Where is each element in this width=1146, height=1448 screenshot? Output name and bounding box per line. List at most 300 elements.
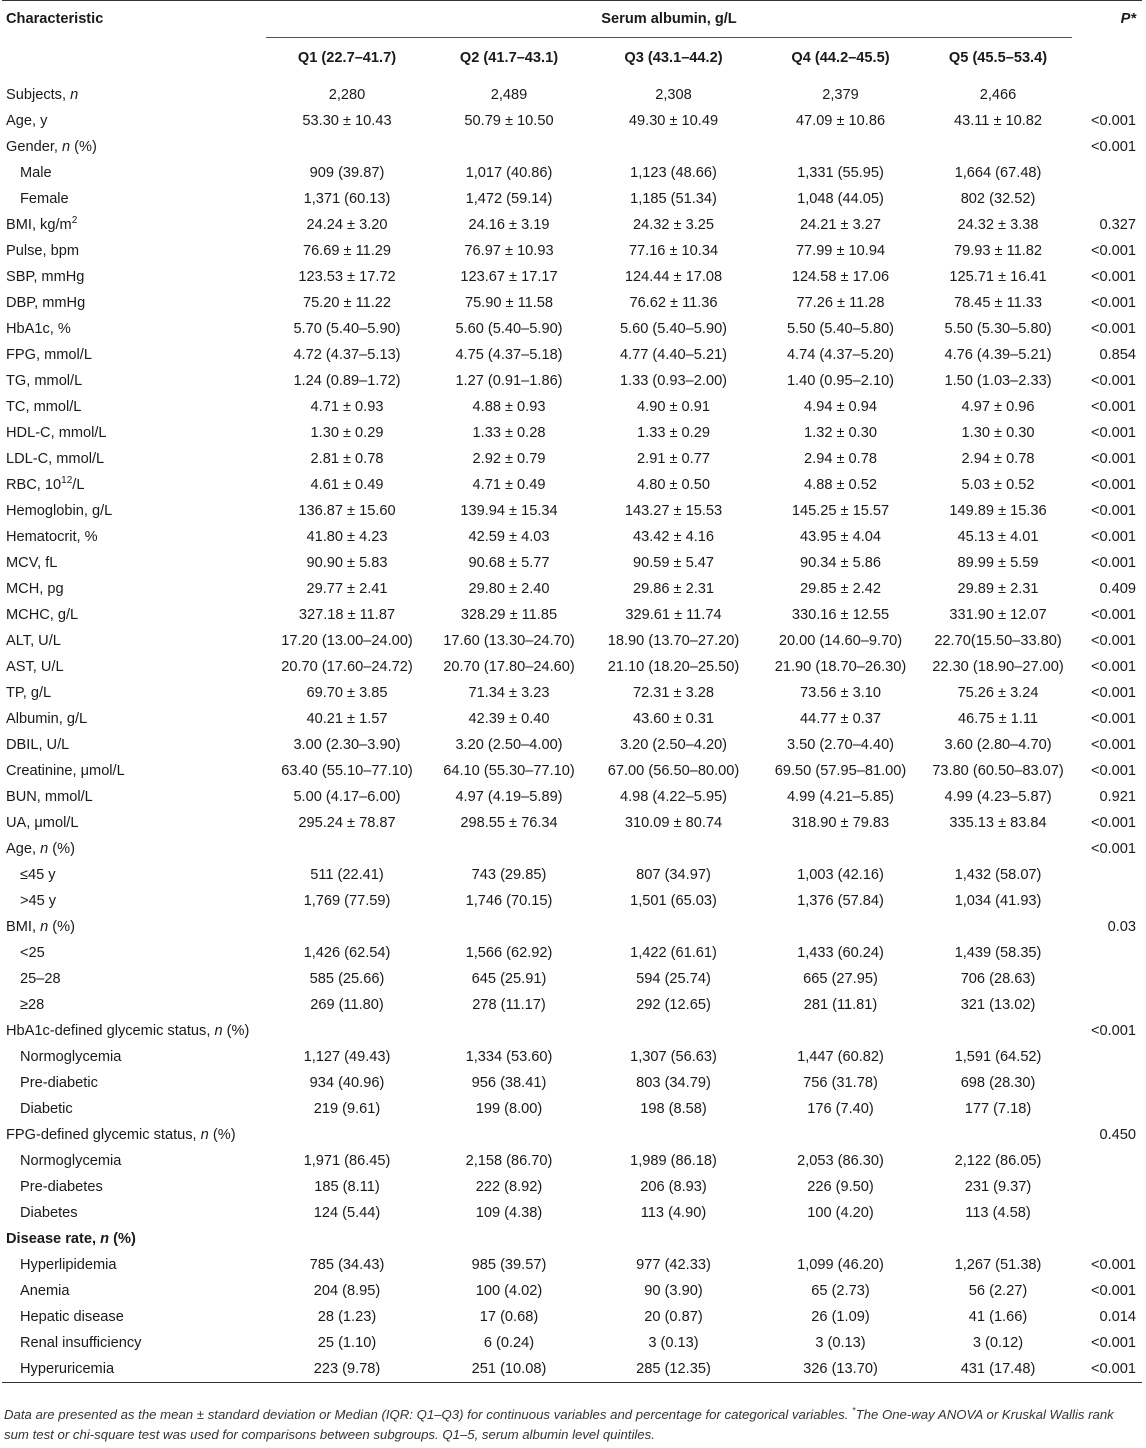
cell-q3: 285 (12.35)	[590, 1356, 757, 1383]
row-label-text: UA, μmol/L	[6, 815, 79, 831]
cell-q4: 1,331 (55.95)	[797, 165, 884, 181]
row-label	[2, 862, 266, 888]
cell-q4: 176 (7.40)	[807, 1101, 874, 1117]
cell-q2: 2,158 (86.70)	[465, 1153, 553, 1169]
row-label	[2, 810, 266, 836]
cell-q4: 145.25 ± 15.57	[791, 503, 890, 519]
row-label	[2, 628, 266, 654]
header-row-top	[2, 1, 1142, 39]
cell-q5: 149.89 ± 15.36	[949, 503, 1047, 519]
cell-q3: 43.42 ± 4.16	[632, 529, 715, 545]
cell-q4: 1.32 ± 0.30	[804, 425, 877, 441]
row-label-text: RBC, 10	[6, 477, 62, 493]
row-label-text: ALT, U/L	[6, 633, 61, 649]
cell-q3: 1,185 (51.34)	[630, 191, 717, 207]
cell-q3: 90.59 ± 5.47	[632, 555, 715, 571]
row-label	[2, 108, 266, 134]
cell-q5: 46.75 ± 1.11	[958, 711, 1038, 727]
quintile-header-q3: Q3 (43.1–44.2)	[624, 50, 723, 66]
table-row	[2, 264, 1142, 290]
cell-q3: 1.33 ± 0.29	[637, 425, 710, 441]
cell-q2	[428, 836, 590, 862]
cell-q2: 123.67 ± 17.17	[460, 269, 558, 285]
cell-q5: 335.13 ± 83.84	[949, 815, 1047, 831]
cell-q2: 222 (8.92)	[475, 1179, 543, 1195]
cell-q4: 4.88 ± 0.52	[804, 477, 877, 493]
cell-q2: 2,489	[490, 87, 528, 103]
row-label-text: DBIL, U/L	[6, 737, 70, 753]
row-label	[2, 992, 266, 1018]
cell-q5: 802 (32.52)	[960, 191, 1036, 207]
table-row	[2, 758, 1142, 784]
cell-q1: 29.77 ± 2.41	[306, 581, 388, 597]
table-row	[2, 420, 1142, 446]
cell-q5: 321 (13.02)	[960, 997, 1036, 1013]
cell-q1: 123.53 ± 17.72	[298, 269, 396, 285]
cell-q5: 24.32 ± 3.38	[957, 217, 1039, 233]
table-row	[2, 1174, 1142, 1200]
row-label	[2, 316, 266, 342]
row-label	[2, 888, 266, 914]
row-label-text: Male	[20, 165, 52, 181]
cell-p-value: <0.001	[1090, 399, 1137, 415]
cell-q5: 698 (28.30)	[960, 1075, 1036, 1091]
cell-q3: 329.61 ± 11.74	[625, 607, 722, 623]
cell-q5: 3.60 (2.80–4.70)	[944, 737, 1052, 753]
cell-q2: 1,017 (40.86)	[465, 165, 553, 181]
table-row	[2, 602, 1142, 628]
cell-q2: 4.71 ± 0.49	[472, 477, 546, 493]
cell-q2: 1,472 (59.14)	[465, 191, 553, 207]
cell-q5: 56 (2.27)	[968, 1283, 1028, 1299]
table-row	[2, 524, 1142, 550]
row-label-italic: n	[100, 1231, 110, 1247]
cell-q4: 26 (1.09)	[811, 1309, 870, 1325]
cell-q5: 2,466	[979, 87, 1017, 103]
cell-q5: 4.76 (4.39–5.21)	[944, 347, 1052, 363]
cell-q2: 278 (11.17)	[472, 997, 546, 1013]
cell-q1: 585 (25.66)	[309, 971, 385, 987]
table-row	[2, 1278, 1142, 1304]
cell-p-value: 0.014	[1099, 1309, 1137, 1325]
row-label-text: Gender,	[6, 139, 62, 155]
row-label-italic: n	[61, 139, 71, 155]
cell-q5: 1,034 (41.93)	[954, 893, 1042, 909]
quintile-header-q4: Q4 (44.2–45.5)	[791, 50, 890, 66]
row-label	[2, 1070, 266, 1096]
cell-q5: 1.50 (1.03–2.33)	[944, 373, 1052, 389]
quintile-header-q5: Q5 (45.5–53.4)	[948, 50, 1048, 66]
table-row	[2, 316, 1142, 342]
cell-q3: 21.10 (18.20–25.50)	[607, 659, 740, 675]
row-label-text: HbA1c, %	[6, 321, 71, 337]
table-row	[2, 1070, 1142, 1096]
cell-q2: 90.68 ± 5.77	[468, 555, 550, 571]
cell-q2: 985 (39.57)	[471, 1257, 547, 1273]
cell-p-value: <0.001	[1090, 139, 1137, 155]
cell-q3: 594 (25.74)	[636, 971, 711, 987]
cell-q2: 76.97 ± 10.93	[464, 243, 554, 259]
table-row	[2, 888, 1142, 914]
cell-q5: 3 (0.12)	[972, 1335, 1024, 1351]
cell-q4: 4.94 ± 0.94	[804, 399, 877, 415]
row-label-italic: n	[70, 87, 79, 103]
cell-q1: 2,280	[328, 87, 366, 103]
cell-p-value: <0.001	[1090, 321, 1137, 337]
cell-q1	[266, 1018, 428, 1044]
cell-q2: 139.94 ± 15.34	[460, 503, 558, 519]
row-label	[2, 290, 266, 316]
table-row	[2, 368, 1142, 394]
cell-q2	[428, 1226, 590, 1252]
cell-q1	[266, 914, 428, 940]
cell-q1: 124 (5.44)	[313, 1205, 381, 1221]
cell-p-value: <0.001	[1090, 503, 1137, 519]
cell-q3	[590, 914, 757, 940]
cell-q1: 90.90 ± 5.83	[306, 555, 388, 571]
table-row	[2, 212, 1142, 238]
cell-p-value: 0.854	[1099, 347, 1137, 363]
table-row	[2, 472, 1142, 498]
cell-q3: 803 (34.79)	[636, 1075, 711, 1091]
cell-q2: 328.29 ± 11.85	[460, 607, 558, 623]
row-label-text: >45 y	[20, 893, 57, 909]
table-row	[2, 82, 1142, 108]
cell-q3: 4.77 (4.40–5.21)	[619, 347, 728, 363]
cell-q1: 204 (8.95)	[313, 1283, 381, 1299]
cell-q3: 90 (3.90)	[644, 1283, 703, 1299]
cell-q5	[924, 1018, 1072, 1044]
row-label	[2, 1174, 266, 1200]
row-label-text: Hematocrit, %	[6, 529, 98, 545]
footnote-part2: The One-way ANOVA or Kruskal Wallis rank sum test or chi-square test was used for comparisons between subgroups. Q1–5, serum albumin level quintiles.	[4, 1407, 1114, 1442]
cell-q5: 22.30 (18.90–27.00)	[932, 659, 1064, 675]
row-label-text: HDL-C, mmol/L	[6, 425, 107, 441]
cell-q3: 2,308	[655, 87, 692, 103]
cell-q2: 17.60 (13.30–24.70)	[443, 633, 575, 649]
cell-q5	[924, 134, 1072, 160]
cell-q1: 4.71 ± 0.93	[310, 399, 384, 415]
cell-q4: 2,379	[822, 87, 859, 103]
row-label-text: Creatinine, μmol/L	[6, 763, 125, 779]
cell-q2: 64.10 (55.30–77.10)	[443, 763, 575, 779]
cell-q5: 1.30 ± 0.30	[961, 425, 1035, 441]
table-row	[2, 160, 1142, 186]
cell-q1: 5.00 (4.17–6.00)	[293, 789, 401, 805]
row-label	[2, 1096, 266, 1122]
cell-p-value: <0.001	[1090, 711, 1137, 727]
table-row	[2, 784, 1142, 810]
cell-q5	[924, 1122, 1072, 1148]
row-label	[2, 524, 266, 550]
row-label	[2, 212, 266, 238]
cell-q3: 76.62 ± 11.36	[629, 295, 718, 311]
row-label-text: Hyperuricemia	[20, 1361, 115, 1377]
cell-q1	[266, 836, 428, 862]
cell-q5: 113 (4.58)	[965, 1205, 1031, 1221]
cell-p-value: <0.001	[1090, 529, 1137, 545]
cell-q1: 1.24 (0.89–1.72)	[293, 373, 401, 389]
row-label-text: FPG-defined glycemic status,	[6, 1127, 201, 1143]
cell-q3: 1,123 (48.66)	[630, 165, 717, 181]
row-label-text: Pulse, bpm	[6, 243, 80, 259]
cell-p-value	[1072, 160, 1142, 186]
cell-q2: 100 (4.02)	[475, 1283, 543, 1299]
cell-q1: 2.81 ± 0.78	[310, 451, 384, 467]
cell-q5: 5.03 ± 0.52	[961, 477, 1035, 493]
cell-q5: 22.70(15.50–33.80)	[934, 633, 1062, 649]
cell-q5: 29.89 ± 2.31	[957, 581, 1039, 597]
row-label	[2, 446, 266, 472]
cell-q1	[266, 1122, 428, 1148]
cell-q3: 977 (42.33)	[636, 1257, 711, 1273]
cell-q4: 4.99 (4.21–5.85)	[786, 789, 895, 805]
cell-p-value: <0.001	[1090, 815, 1137, 831]
cell-q1: 17.20 (13.00–24.00)	[281, 633, 413, 649]
cell-q5: 5.50 (5.30–5.80)	[944, 321, 1052, 337]
row-label-superscript: 12	[61, 475, 73, 487]
cell-q5	[924, 836, 1072, 862]
cell-q1: 76.69 ± 11.29	[302, 243, 392, 259]
table-row	[2, 810, 1142, 836]
cell-p-value: <0.001	[1090, 1023, 1137, 1039]
row-label	[2, 134, 266, 160]
cell-q4: 330.16 ± 12.55	[791, 607, 890, 623]
row-label	[2, 420, 266, 446]
row-label-text: Normoglycemia	[20, 1049, 122, 1065]
cell-q4: 1,447 (60.82)	[797, 1049, 884, 1065]
cell-q3	[590, 1122, 757, 1148]
table-row	[2, 966, 1142, 992]
cell-q1: 1,426 (62.54)	[303, 945, 391, 961]
table-row	[2, 186, 1142, 212]
row-label	[2, 264, 266, 290]
table-row	[2, 342, 1142, 368]
row-label-text: MCV, fL	[6, 555, 58, 571]
table-row	[2, 862, 1142, 888]
row-label-text: Pre-diabetes	[20, 1179, 103, 1195]
row-label-text: SBP, mmHg	[6, 269, 85, 285]
cell-q1: 5.70 (5.40–5.90)	[293, 321, 401, 337]
row-label-text: BMI,	[6, 919, 41, 935]
table-row	[2, 1096, 1142, 1122]
cell-q1: 219 (9.61)	[313, 1101, 381, 1117]
cell-q3: 124.44 ± 17.08	[624, 269, 723, 285]
table-row	[2, 290, 1142, 316]
cell-q1: 327.18 ± 11.87	[298, 607, 396, 623]
cell-q2: 42.59 ± 4.03	[468, 529, 550, 545]
row-label-superscript: 2	[71, 215, 78, 227]
row-label	[2, 550, 266, 576]
row-label-suffix: /L	[72, 477, 85, 493]
cell-q1: 785 (34.43)	[309, 1257, 385, 1273]
row-label-text: Anemia	[20, 1283, 70, 1299]
row-label	[2, 706, 266, 732]
row-label-text: Disease rate,	[6, 1231, 101, 1247]
row-label	[2, 1200, 266, 1226]
row-label-text: BUN, mmol/L	[6, 789, 93, 805]
row-label	[2, 82, 266, 108]
row-label-suffix: (%)	[48, 841, 75, 857]
cell-q4: 21.90 (18.70–26.30)	[774, 659, 907, 675]
cell-q4: 47.09 ± 10.86	[795, 113, 886, 129]
row-label	[2, 940, 266, 966]
cell-q5: 331.90 ± 12.07	[949, 607, 1047, 623]
row-label-text: Albumin, g/L	[6, 711, 88, 727]
row-label	[2, 238, 266, 264]
row-label	[2, 1304, 266, 1330]
cell-q5	[924, 1226, 1072, 1252]
cell-q3	[590, 1226, 757, 1252]
cell-q4: 3 (0.13)	[815, 1335, 866, 1351]
cell-q2: 1.33 ± 0.28	[472, 425, 546, 441]
cell-p-value: <0.001	[1090, 1283, 1137, 1299]
row-label	[2, 680, 266, 706]
row-label	[2, 1226, 266, 1252]
cell-q3: 5.60 (5.40–5.90)	[619, 321, 728, 337]
cell-q4: 20.00 (14.60–9.70)	[778, 633, 903, 649]
cell-q1: 1.30 ± 0.29	[310, 425, 384, 441]
cell-q1: 3.00 (2.30–3.90)	[293, 737, 401, 753]
row-label-text: Renal insufficiency	[20, 1335, 142, 1351]
cell-q1: 75.20 ± 11.22	[302, 295, 392, 311]
cell-q3: 29.86 ± 2.31	[632, 581, 715, 597]
cell-p-value: <0.001	[1090, 685, 1137, 701]
cell-q3	[590, 1018, 757, 1044]
footnote-star: *	[852, 1405, 856, 1416]
row-label-italic: n	[200, 1127, 209, 1143]
cell-q4	[757, 134, 924, 160]
cell-q5: 125.71 ± 16.41	[949, 269, 1047, 285]
cell-q4: 65 (2.73)	[811, 1283, 870, 1299]
p-value-header: P*	[1120, 11, 1137, 27]
cell-q3: 24.32 ± 3.25	[632, 217, 715, 233]
cell-q4: 73.56 ± 3.10	[799, 685, 882, 701]
cell-q2: 75.90 ± 11.58	[464, 295, 554, 311]
row-label-text: Normoglycemia	[20, 1153, 122, 1169]
table-row	[2, 1356, 1142, 1383]
cell-q5: 4.99 (4.23–5.87)	[944, 789, 1052, 805]
cell-p-value	[1072, 1096, 1142, 1122]
cell-q4: 756 (31.78)	[803, 1075, 878, 1091]
row-label-text: Hepatic disease	[20, 1309, 124, 1325]
cell-q1: 1,127 (49.43)	[303, 1049, 391, 1065]
cell-q2	[428, 914, 590, 940]
cell-p-value	[1072, 888, 1142, 914]
cell-q4: 43.95 ± 4.04	[799, 529, 882, 545]
row-label	[2, 1356, 266, 1383]
cell-q5: 79.93 ± 11.82	[953, 243, 1043, 259]
table-row	[2, 394, 1142, 420]
row-label	[2, 654, 266, 680]
row-label-text: DBP, mmHg	[6, 295, 86, 311]
cell-q5: 1,267 (51.38)	[954, 1257, 1042, 1273]
cell-q2: 251 (10.08)	[428, 1356, 590, 1383]
cell-p-value	[1072, 862, 1142, 888]
cell-p-value	[1072, 186, 1142, 212]
row-label-suffix: (%)	[222, 1023, 250, 1039]
cell-p-value: <0.001	[1090, 841, 1137, 857]
cell-q3: 3.20 (2.50–4.20)	[619, 737, 728, 753]
cell-q4	[757, 1018, 924, 1044]
cell-q3: 4.90 ± 0.91	[637, 399, 710, 415]
table-row	[2, 238, 1142, 264]
cell-q3: 20 (0.87)	[644, 1309, 703, 1325]
cell-q5: 1,591 (64.52)	[954, 1049, 1042, 1065]
cell-q5: 2.94 ± 0.78	[961, 451, 1035, 467]
cell-q2: 109 (4.38)	[475, 1205, 543, 1221]
table-row	[2, 680, 1142, 706]
cell-q2: 6 (0.24)	[483, 1335, 535, 1351]
cell-q4: 1,003 (42.16)	[797, 867, 884, 883]
row-label-text: 25–28	[20, 971, 61, 987]
cell-q4: 77.99 ± 10.94	[795, 243, 886, 259]
cell-q1: 28 (1.23)	[317, 1309, 377, 1325]
cell-q2: 1.27 (0.91–1.86)	[455, 373, 563, 389]
row-label-text: TC, mmol/L	[6, 399, 82, 415]
cell-p-value: <0.001	[1090, 373, 1137, 389]
cell-q4: 24.21 ± 3.27	[799, 217, 882, 233]
cell-q3: 4.80 ± 0.50	[637, 477, 710, 493]
row-label-text: ≥28	[20, 997, 45, 1013]
cell-q4: 5.50 (5.40–5.80)	[786, 321, 895, 337]
cell-p-value: 0.409	[1099, 581, 1137, 597]
table-row	[2, 576, 1142, 602]
cell-q2: 199 (8.00)	[475, 1101, 543, 1117]
cell-q2: 50.79 ± 10.50	[464, 113, 554, 129]
cell-q4: 1,048 (44.05)	[797, 191, 884, 207]
cell-q1: 25 (1.10)	[317, 1335, 377, 1351]
cell-p-value: <0.001	[1072, 1356, 1142, 1383]
cell-q4: 77.26 ± 11.28	[796, 295, 885, 311]
cell-q1: 41.80 ± 4.23	[306, 529, 388, 545]
cell-q1: 69.70 ± 3.85	[306, 685, 388, 701]
cell-q5: 78.45 ± 11.33	[953, 295, 1043, 311]
cell-q5: 89.99 ± 5.59	[957, 555, 1039, 571]
row-label-suffix: (%)	[208, 1127, 236, 1143]
row-label-text: AST, U/L	[6, 659, 64, 675]
cell-q5: 431 (17.48)	[924, 1356, 1072, 1383]
row-label	[2, 966, 266, 992]
row-label	[2, 836, 266, 862]
cell-p-value: <0.001	[1090, 607, 1137, 623]
row-label-text: MCH, pg	[6, 581, 64, 597]
table-row	[2, 1304, 1142, 1330]
table-row	[2, 914, 1142, 940]
cell-q1	[266, 134, 428, 160]
cell-p-value	[1072, 966, 1142, 992]
cell-p-value: <0.001	[1090, 269, 1137, 285]
cell-q3: 67.00 (56.50–80.00)	[607, 763, 740, 779]
cell-q4: 90.34 ± 5.86	[799, 555, 882, 571]
cell-q3: 3 (0.13)	[648, 1335, 699, 1351]
cell-q3: 1,422 (61.61)	[630, 945, 717, 961]
cell-q2: 645 (25.91)	[471, 971, 547, 987]
cell-q3: 143.27 ± 15.53	[624, 503, 723, 519]
cell-q2: 3.20 (2.50–4.00)	[455, 737, 563, 753]
baseline-characteristics-table	[2, 0, 1142, 1383]
cell-q1: 511 (22.41)	[310, 867, 384, 883]
row-label	[2, 1018, 266, 1044]
cell-q5: 706 (28.63)	[960, 971, 1036, 987]
cell-q4: 1,376 (57.84)	[797, 893, 884, 909]
cell-q1: 295.24 ± 78.87	[298, 815, 396, 831]
cell-q1: 40.21 ± 1.57	[306, 711, 388, 727]
cell-p-value: <0.001	[1090, 1335, 1137, 1351]
cell-p-value	[1072, 1070, 1142, 1096]
cell-p-value: <0.001	[1090, 113, 1137, 129]
cell-q3: 1,307 (56.63)	[630, 1049, 717, 1065]
